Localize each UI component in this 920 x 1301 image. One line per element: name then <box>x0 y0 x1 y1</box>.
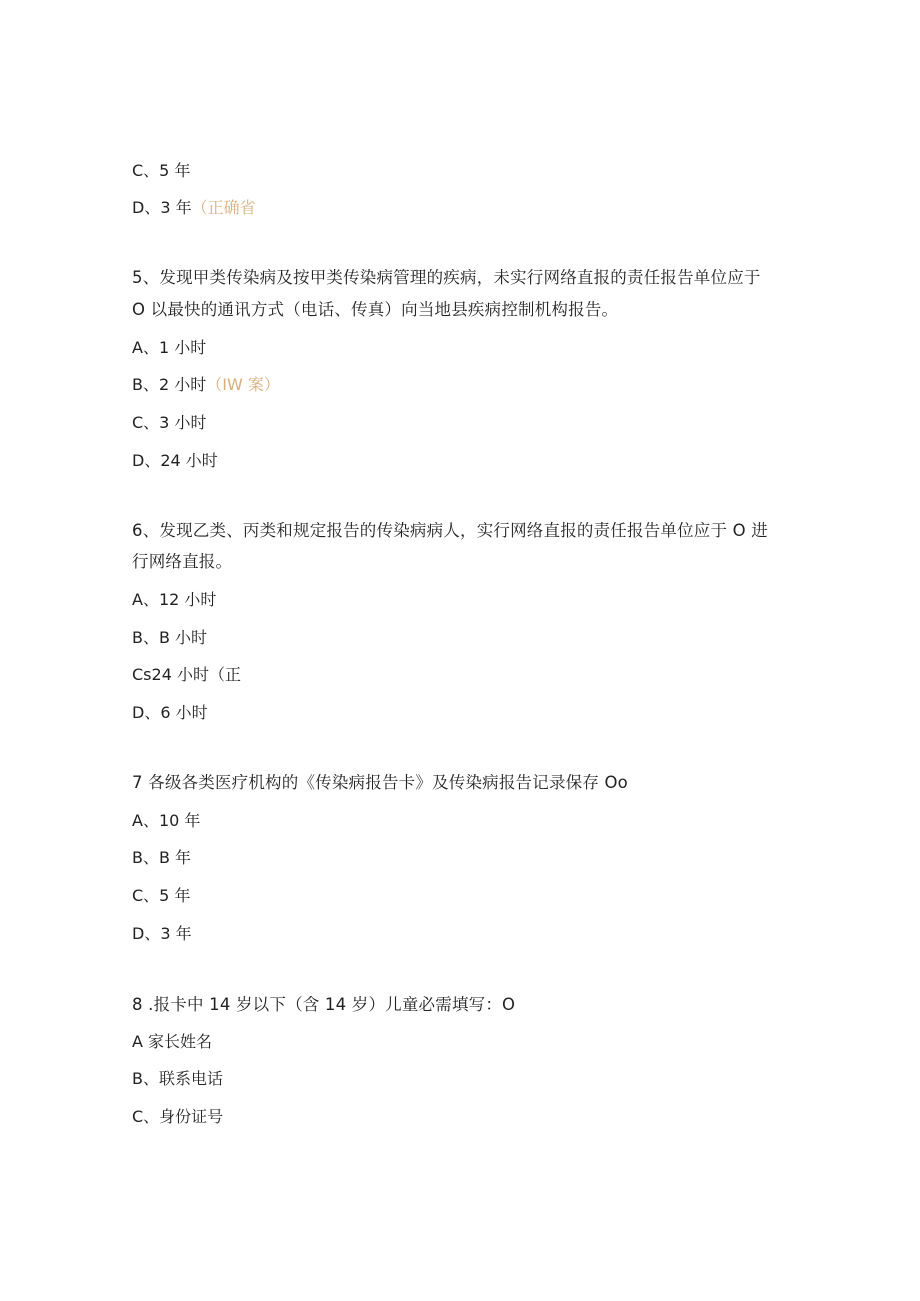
q8-text-line-1 <box>132 995 515 1015</box>
q5-option-d <box>132 451 218 471</box>
option-text: A、10 年 <box>132 811 201 830</box>
q7-option-c <box>132 886 190 906</box>
option-text: C、5 年 <box>132 886 191 905</box>
q6-option-a <box>132 590 216 610</box>
question-text: 8 .报卡中 14 岁以下（含 14 岁）儿童必需填写：O <box>132 995 516 1014</box>
answer-note: （IW 案） <box>206 375 280 394</box>
q5-option-a <box>132 338 206 358</box>
q7-text-line-1 <box>132 773 628 793</box>
q8-option-b <box>132 1069 223 1089</box>
q7-option-d <box>132 924 192 944</box>
option-text: C、身份证号 <box>132 1107 224 1126</box>
q7-option-b <box>132 848 191 868</box>
q4-option-c <box>132 161 190 181</box>
option-text: C、3 小时 <box>132 413 207 432</box>
q4-option-d <box>132 198 256 218</box>
q7-option-a <box>132 811 200 831</box>
option-text: D、3 年 <box>132 198 192 217</box>
question-text: 6、发现乙类、丙类和规定报告的传染病病人，实行网络直报的责任报告单位应于 O 进 <box>132 521 768 540</box>
question-text: 5、发现甲类传染病及按甲类传染病管理的疾病，未实行网络直报的责任报告单位应于 <box>132 268 761 287</box>
q6-option-b <box>132 628 207 648</box>
q8-option-c <box>132 1107 223 1127</box>
option-text: D、3 年 <box>132 924 192 943</box>
option-text: Cs24 小时（正 <box>132 665 241 684</box>
answer-note: （正确省 <box>191 198 256 217</box>
question-text: O 以最快的通讯方式（电话、传真）向当地县疾病控制机构报告。 <box>132 300 619 319</box>
q8-option-a <box>132 1032 212 1052</box>
option-text: D、6 小时 <box>132 703 208 722</box>
option-text: A、12 小时 <box>132 590 217 609</box>
option-text: A、1 小时 <box>132 338 207 357</box>
question-text: 7 各级各类医疗机构的《传染病报告卡》及传染病报告记录保存 Oo <box>132 773 628 792</box>
q6-text-line-1 <box>132 521 768 541</box>
q5-text-line-2 <box>132 300 618 320</box>
question-text: 行网络直报。 <box>132 552 233 571</box>
q5-option-b <box>132 375 280 395</box>
option-text: A 家长姓名 <box>132 1032 213 1051</box>
option-text: B、B 小时 <box>132 628 208 647</box>
option-text: B、2 小时 <box>132 375 207 394</box>
q5-text-line-1 <box>132 268 761 288</box>
option-text: C、5 年 <box>132 161 191 180</box>
q6-text-line-2 <box>132 552 232 572</box>
q6-option-d <box>132 703 208 723</box>
q6-option-c <box>132 665 241 685</box>
option-text: B、B 年 <box>132 848 192 867</box>
option-text: D、24 小时 <box>132 451 218 470</box>
option-text: B、联系电话 <box>132 1069 223 1088</box>
q5-option-c <box>132 413 206 433</box>
